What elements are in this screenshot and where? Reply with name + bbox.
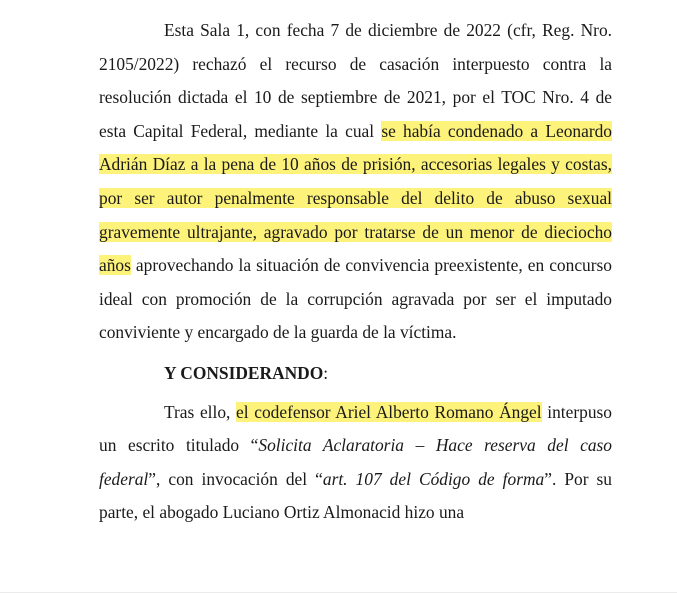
highlighted-text-conviction: se había condenado a Leonardo Adrián Díaz a la pena de 10 años de prisión, accesorias legales y costas, por ser autor penalmente responsable del delito de abuso sexual gravemente ultrajante, agravado por tratarse de un menor de dieciocho años: [99, 120, 612, 276]
page-bottom-divider: [0, 592, 677, 593]
paragraph-resolution-summary: [99, 14, 612, 350]
italic-text-filing-title: Solicita Aclaratoria – Hace reserva del caso federal: [99, 435, 613, 489]
paragraph-text: interpuso un escrito titulado “: [99, 401, 612, 456]
document-page: [99, 14, 612, 530]
heading-text: Y CONSIDERANDO: [164, 362, 324, 383]
paragraph-text: aprovechando la situación de convivencia preexistente, en concurso ideal con promoción de la corrupción agravada por ser el imputado conviviente y encargado de la guarda de la víctima.: [99, 255, 612, 343]
paragraph-text: Tras ello,: [164, 401, 237, 422]
paragraph-codefensor-filing: [99, 396, 612, 530]
section-heading-considerando: [99, 357, 612, 391]
paragraph-text: ”, con invocación del “: [148, 468, 323, 489]
paragraph-text: Esta Sala 1, con fecha 7 de diciembre de 2022 (cfr, Reg. Nro. 2105/2022) rechazó el recurso de casación interpuesto contra la resolución dictada el 10 de septiembre de 2021, por el TOC Nro. 4 de esta Capital Federal, mediante la cual: [99, 20, 612, 141]
heading-colon: :: [323, 362, 329, 383]
highlighted-text-codefensor: el codefensor Ariel Alberto Romano Ángel: [236, 401, 542, 422]
italic-text-article-reference: art. 107 del Código de forma: [322, 468, 545, 489]
paragraph-text: ”. Por su parte, el abogado Luciano Ortiz Almonacid hizo una: [99, 468, 613, 523]
